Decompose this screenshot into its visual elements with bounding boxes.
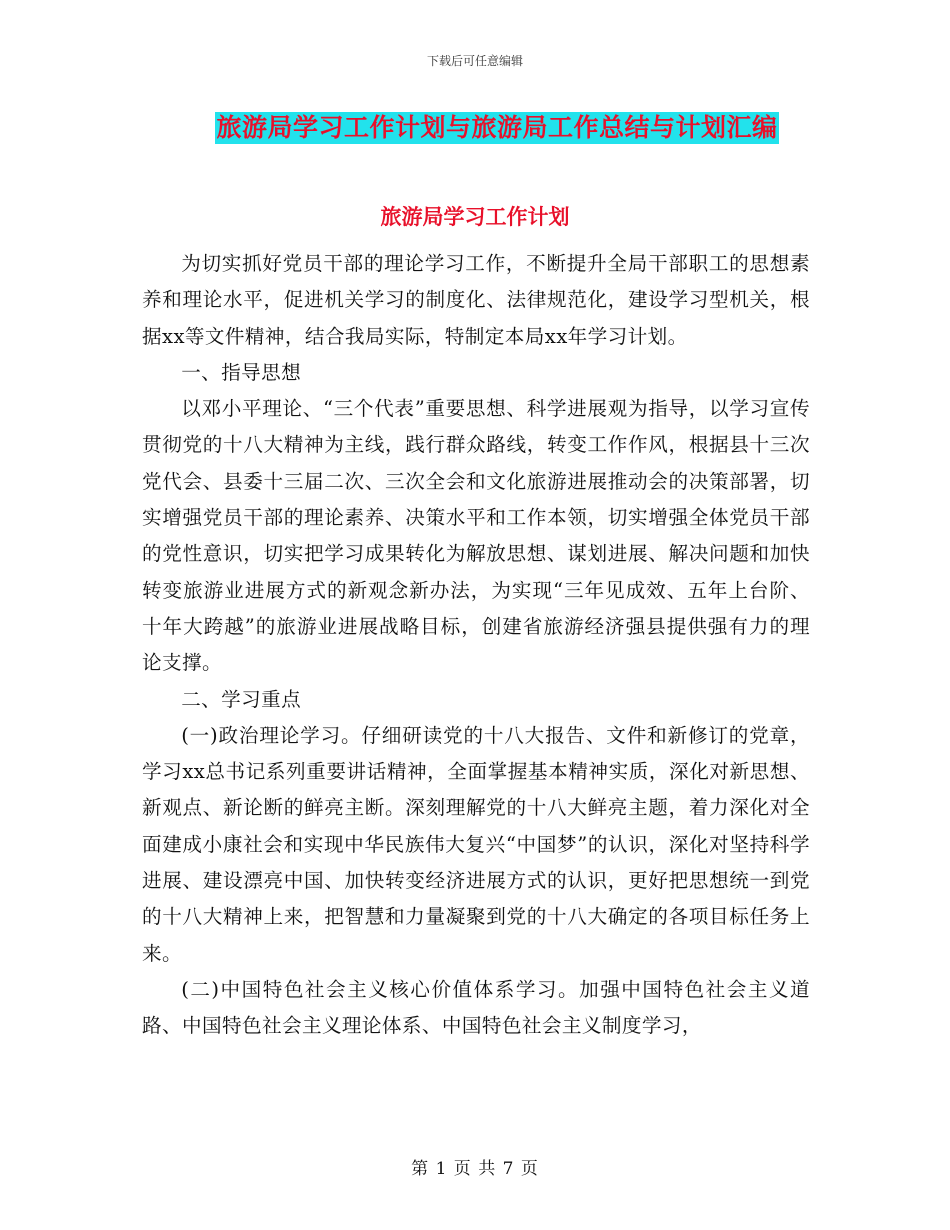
heading-guiding-thought: 一、指导思想 <box>181 360 302 384</box>
paragraph-core-values: (二)中国特色社会主义核心价值体系学习。加强中国特色社会主义道路、中国特色社会主义理论体系、中国特色社会主义制度学习， <box>142 977 810 1038</box>
paragraph-guiding-thought: 以邓小平理论、“三个代表”重要思想、科学进展观为指导，以学习宣传贯彻党的十八大精神为主线，践行群众路线，转变工作作风，根据县十三次党代会、县委十三届二次、三次全会和文化旅游进展推动会的决策部署，切实增强党员干部的理论素养、决策水平和工作本领，切实增强全体党员干部的党性意识，切实把学习成果转化为解放思想、谋划进展、解决问题和加快转变旅游业进展方式的新观念新办法，为实现“三年见成效、五年上台阶、十年大跨越”的旅游业进展战略目标，创建省旅游经济强县提供强有力的理论支撑。 <box>142 397 810 675</box>
heading-study-focus: 二、学习重点 <box>181 687 302 711</box>
document-body <box>142 246 810 1045</box>
paragraph-political-theory: (一)政治理论学习。仔细研读党的十八大报告、文件和新修订的党章，学习xx总书记系列重要讲话精神，全面掌握基本精神实质，深化对新思想、新观点、新论断的鲜亮主断。深刻理解党的十八大鲜亮主题，着力深化对全面建成小康社会和实现中华民族伟大复兴“中国梦”的认识，深化对坚持科学进展、建设漂亮中国、加快转变经济进展方式的认识，更好把思想统一到党的十八大精神上来，把智慧和力量凝聚到党的十八大确定的各项目标任务上来。 <box>142 723 810 965</box>
page-number: 第 1 页 共 7 页 <box>411 1159 539 1179</box>
main-title: 旅游局学习工作计划与旅游局工作总结与计划汇编 <box>216 113 778 142</box>
paragraph-intro: 为切实抓好党员干部的理论学习工作，不断提升全局干部职工的思想素养和理论水平，促进机关学习的制度化、法律规范化，建设学习型机关，根据xx等文件精神，结合我局实际，特制定本局xx年学习计划。 <box>142 252 810 348</box>
header-note: 下载后可任意编辑 <box>426 54 523 68</box>
section-title: 旅游局学习工作计划 <box>380 204 570 229</box>
main-title-container <box>0 112 950 144</box>
